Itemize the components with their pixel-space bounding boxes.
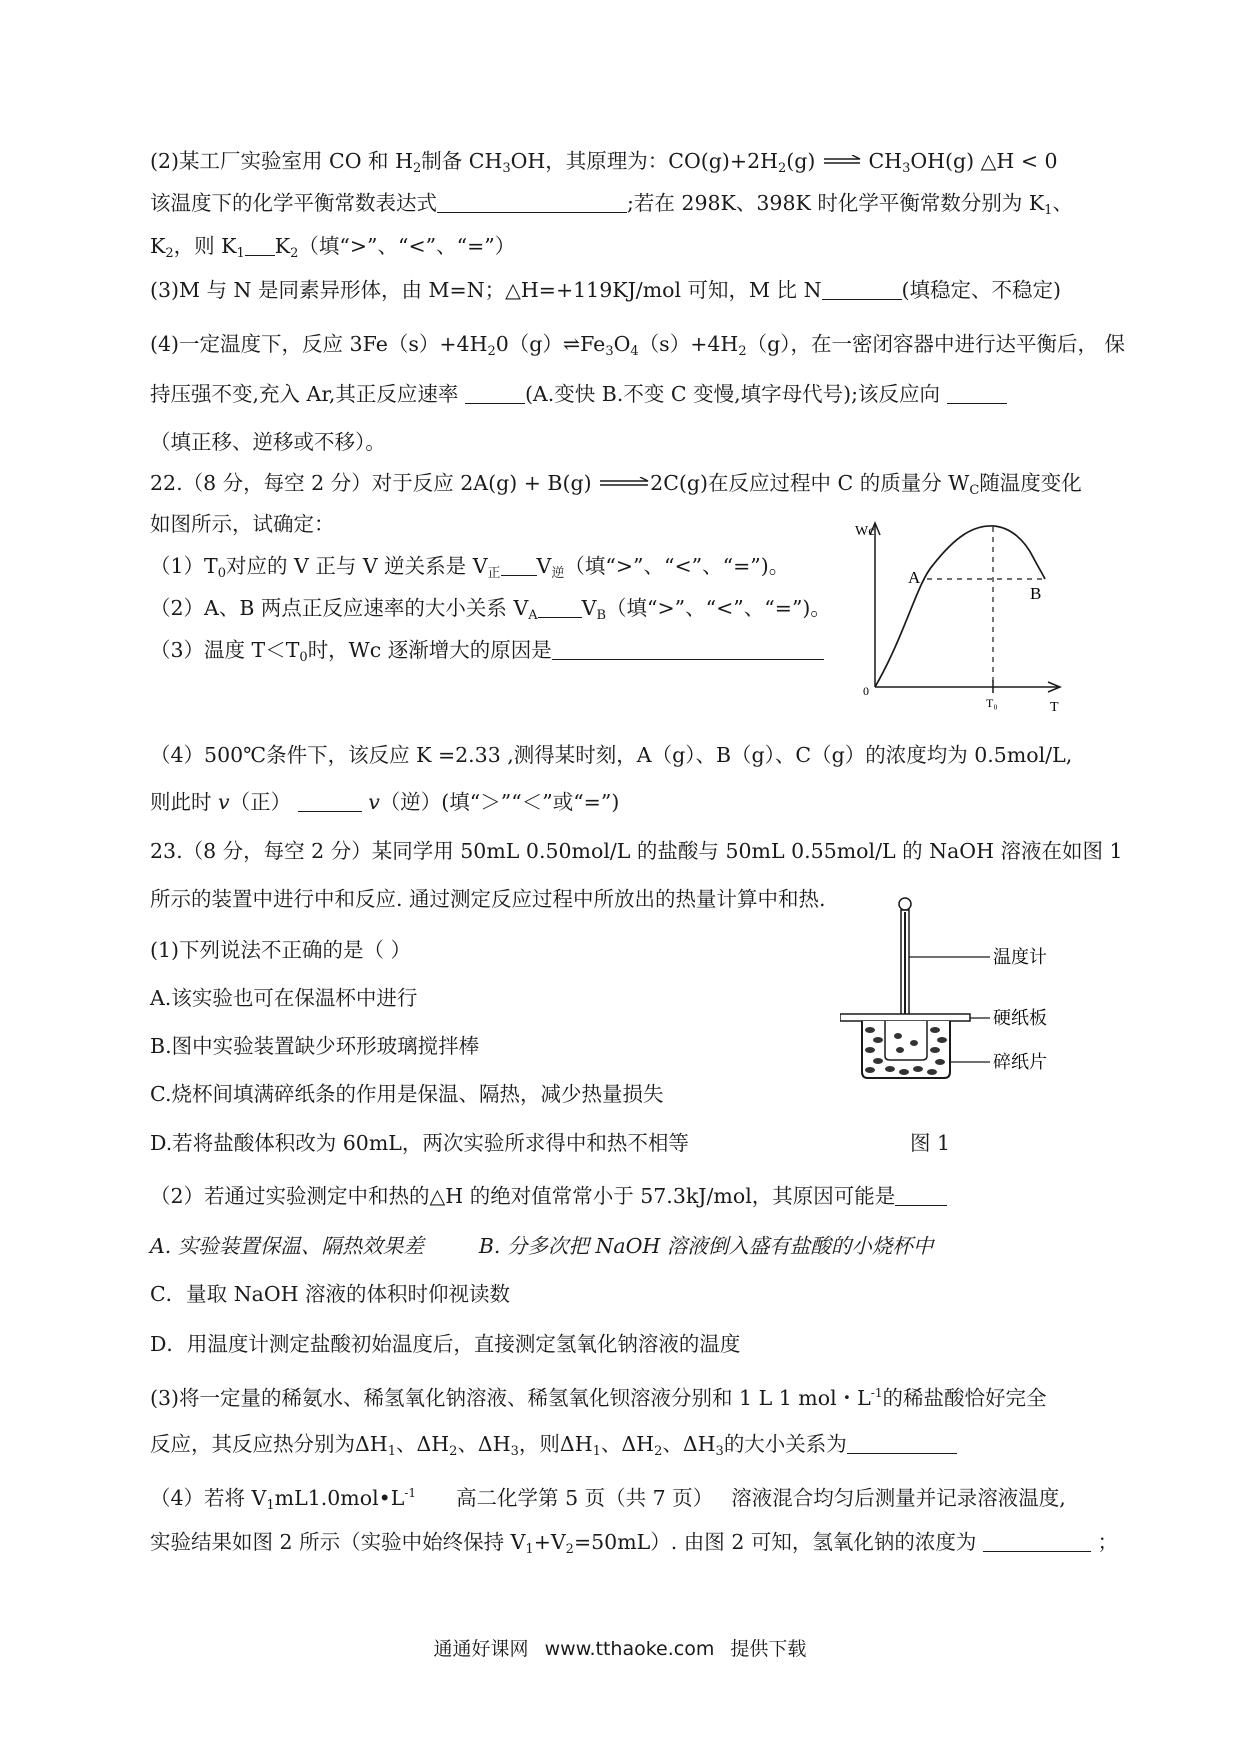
thermometer-bulb-icon (899, 898, 911, 910)
q22-p2: （2）A、B 两点正反应速率的大小关系 $V_A$ $V_B$（填“>”、“<”、“=”)。 (150, 596, 831, 623)
q4-line2: 持压强不变,充入 Ar,其正反应速率 (A.变快 B.不变 C 变慢,填字母代号);该反应向 (150, 381, 1007, 407)
q23-p2-option-d: D．用温度计测定盐酸初始温度后，直接测定氢氧化钠溶液的温度 (150, 1332, 741, 1356)
q2-line2: 该温度下的化学平衡常数表达式 ;若在 298K、398K 时化学平衡常数分别为 $K_1$、 (150, 191, 1073, 218)
answer-blank[interactable] (298, 791, 362, 812)
q4-line3: （填正移、逆移或不移）。 (150, 430, 386, 454)
q23-p4: （4）若将 $V_1mL1.0mol•L^{-1}$ 高二化学第 5 页（共 7 页） 溶液混合均匀后测量并记录溶液温度, (150, 1486, 1066, 1513)
origin-label: 0 (863, 684, 869, 698)
answer-blank[interactable] (501, 555, 537, 576)
q23-p3-line2: 反应，其反应热分别为$\Delta H_1$、$\Delta H_2$、$\Delta H_3$，则$\Delta H_1$、$\Delta H_2$、$\Delta H_3$的大小关系为 (150, 1431, 957, 1465)
q23-p2: （2）若通过实验测定中和热的△H 的绝对值常常小于 57.3kJ/mol，其原因可能是 (150, 1183, 947, 1209)
cardboard-icon (840, 1014, 970, 1021)
answer-blank[interactable] (465, 383, 525, 404)
equilibrium-arrow-icon (598, 477, 650, 489)
q23-p2-option-c: C．量取 NaOH 溶液的体积时仰视读数 (150, 1282, 511, 1306)
answer-blank[interactable] (822, 279, 902, 300)
q23-option-b: B.图中实验装置缺少环形玻璃搅拌棒 (150, 1034, 480, 1058)
point-b-label: B (1030, 584, 1042, 603)
q22-p1: $(1)T_0$对应的 V 正与 V 逆关系是 $V_正$ $V_逆$（填“>”、“<”、“=”)。 (150, 554, 790, 581)
q23-line2: 所示的装置中进行中和反应. 通过测定反应过程中所放出的热量计算中和热. (150, 887, 826, 911)
figure-1-caption: 图 1 (910, 1131, 951, 1155)
equilibrium-arrow-icon (822, 155, 862, 167)
q23-option-a: A.该实验也可在保温杯中进行 (150, 986, 418, 1010)
q22-p4: （4）500℃条件下，该反应 K =2.33 ,测得某时刻，A（g）、B（g）、C（g）的浓度均为 0.5mol/L, (150, 743, 1073, 767)
q23-option-c: C.烧杯间填满碎纸条的作用是保温、隔热，减少热量损失 (150, 1082, 664, 1106)
footer-site: 通通好课网 (433, 1638, 529, 1660)
q23-p3-line1: (3)将一定量的稀氨水、稀氢氧化钠溶液、稀氢氧化钡溶液分别和 1 L 1 mol・$L^{-1}$的稀盐酸恰好完全 (150, 1386, 1047, 1410)
footer-url[interactable]: www.tthaoke.com (544, 1638, 715, 1660)
calorimeter-figure (840, 890, 1090, 1090)
answer-blank[interactable] (538, 597, 582, 618)
q3-line: (3)M 与 N 是同素异形体，由 M=N；△H=+119KJ/mol 可知，M 比 N (填稳定、不稳定) (150, 278, 1062, 302)
footer-note: 提供下载 (730, 1638, 807, 1660)
answer-blank[interactable] (947, 383, 1007, 404)
cardboard-label: 硬纸板 (993, 1008, 1047, 1029)
q22-p5: 则此时 v（正） v（逆）(填“＞”“＜”或“=”) (150, 790, 620, 814)
x-axis-label: T (1050, 700, 1059, 715)
answer-blank[interactable] (245, 235, 275, 256)
answer-blank[interactable] (983, 1531, 1091, 1552)
wc-temperature-graph (845, 515, 1075, 715)
q23-p2-options-ab: A. 实验装置保温、隔热效果差 B. 分多次把 NaOH 溶液倒入盛有盐酸的小烧杯中 (150, 1234, 934, 1258)
q4-line1: (4)一定温度下，反应 $3Fe(s)+4H_20(g)\rightleftharpoons Fe_3O_4(s)+4H_2(g)$，在一密闭容器中进行达平衡后， 保 (150, 332, 1125, 359)
page-footer (0, 1634, 1240, 1661)
q23-option-d: D.若将盐酸体积改为 60mL，两次实验所求得中和热不相等 (150, 1131, 689, 1155)
wc-curve (875, 526, 1045, 687)
y-axis-label: Wc (855, 524, 875, 539)
thermometer-label: 温度计 (993, 947, 1047, 968)
q2-line1: (2)某工厂实验室用 CO 和 $H_2$制备 $CH_3OH$，其原理为：$CO(g)+2H_2(g)$ $CH_3OH(g)$ △H < 0 (150, 149, 1058, 176)
paper-label: 碎纸片 (993, 1052, 1047, 1073)
answer-blank[interactable] (437, 192, 627, 213)
point-a-label: A (908, 568, 921, 587)
answer-blank[interactable] (895, 1185, 947, 1206)
answer-blank[interactable] (847, 1433, 957, 1454)
q22-line2: 如图所示，试确定： (150, 512, 335, 536)
q23-p1: (1)下列说法不正确的是（ ） (150, 938, 412, 962)
q23-line1: 23.（8 分，每空 2 分）某同学用 50mL 0.50mol/L 的盐酸与 50mL 0.55mol/L 的 NaOH 溶液在如图 1 (150, 839, 1123, 863)
inner-beaker-icon (885, 1021, 927, 1060)
page-number: 高二化学第 5 页（共 7 页） (456, 1486, 714, 1510)
q22-line1: 22.（8 分，每空 2 分）对于反应 2A(g) + B(g) 2C(g)在反应过程中 C 的质量分 $W_C$随温度变化 (150, 471, 1082, 498)
answer-blank[interactable] (552, 639, 824, 660)
q2-line3: $K_2$，则 $K_1$ $K_2$（填“>”、“<”、“=”） (150, 234, 516, 261)
t0-label: T₀ (986, 696, 998, 710)
q23-p5: 实验结果如图 2 所示（实验中始终保持 $V_1+V_2=50mL$）. 由图 2 可知，氢氧化钠的浓度为 ； (150, 1530, 1118, 1557)
q22-p3: （3）温度 $T<T_0$时，Wc 逐渐增大的原因是 (150, 637, 824, 671)
